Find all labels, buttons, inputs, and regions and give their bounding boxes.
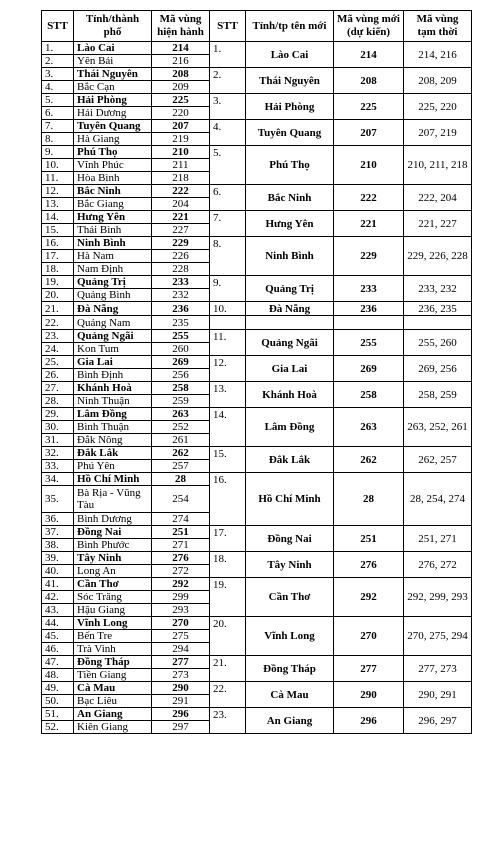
row-province: Kiên Giang: [74, 721, 152, 734]
row-stt: 37.: [42, 526, 74, 539]
header-new-name: Tỉnh/tp tên mới: [246, 11, 334, 42]
row-province: Quảng Trị: [74, 276, 152, 289]
row-stt: 46.: [42, 643, 74, 656]
table-row: [42, 617, 472, 630]
group-temp-code: 258, 259: [404, 382, 472, 408]
row-province: Vĩnh Phúc: [74, 159, 152, 172]
group-new-code: 214: [334, 42, 404, 68]
row-current-code: 222: [152, 185, 210, 198]
group-temp-code: 290, 291: [404, 682, 472, 708]
row-province: Đồng Nai: [74, 526, 152, 539]
table-body: [42, 42, 472, 734]
row-province: Sóc Trăng: [74, 591, 152, 604]
group-new-code: 258: [334, 382, 404, 408]
row-current-code: 228: [152, 263, 210, 276]
group-new-name: Vĩnh Long: [246, 617, 334, 656]
row-stt: 29.: [42, 408, 74, 421]
row-province: Hưng Yên: [74, 211, 152, 224]
group-new-name: An Giang: [246, 708, 334, 734]
row-current-code: 220: [152, 107, 210, 120]
row-province: Đồng Tháp: [74, 656, 152, 669]
row-stt: 35.: [42, 486, 74, 513]
table-row: [42, 356, 472, 369]
table-row: [42, 68, 472, 81]
row-stt: 23.: [42, 330, 74, 343]
row-stt: 4.: [42, 81, 74, 94]
row-province: Bình Định: [74, 369, 152, 382]
row-current-code: 294: [152, 643, 210, 656]
group-new-name: Khánh Hoà: [246, 382, 334, 408]
table-row: [42, 682, 472, 695]
row-current-code: 229: [152, 237, 210, 250]
row-stt: 51.: [42, 708, 74, 721]
row-province: Phú Yên: [74, 460, 152, 473]
row-current-code: 274: [152, 513, 210, 526]
group-new-name: Hồ Chí Minh: [246, 473, 334, 526]
row-current-code: 256: [152, 369, 210, 382]
row-current-code: 252: [152, 421, 210, 434]
group-new-code: 296: [334, 708, 404, 734]
group-temp-code: 214, 216: [404, 42, 472, 68]
row-province: Yên Bái: [74, 55, 152, 68]
row-stt: 20.: [42, 289, 74, 302]
row-stt: 15.: [42, 224, 74, 237]
row-current-code: 208: [152, 68, 210, 81]
row-province: Gia Lai: [74, 356, 152, 369]
group-stt: 10.: [210, 302, 246, 316]
group-stt: 15.: [210, 447, 246, 473]
row-province: Hồ Chí Minh: [74, 473, 152, 486]
group-temp-code: 236, 235: [404, 302, 472, 316]
group-temp-code: 229, 226, 228: [404, 237, 472, 276]
row-province: Quảng Bình: [74, 289, 152, 302]
row-stt: 49.: [42, 682, 74, 695]
row-stt: 14.: [42, 211, 74, 224]
group-stt: 8.: [210, 237, 246, 276]
row-stt: 44.: [42, 617, 74, 630]
row-stt: 11.: [42, 172, 74, 185]
row-stt: 32.: [42, 447, 74, 460]
row-current-code: 251: [152, 526, 210, 539]
group-temp-code: 233, 232: [404, 276, 472, 302]
row-current-code: 209: [152, 81, 210, 94]
row-stt: 5.: [42, 94, 74, 107]
row-current-code: 216: [152, 55, 210, 68]
row-current-code: 296: [152, 708, 210, 721]
group-temp-code: 221, 227: [404, 211, 472, 237]
group-temp-code: 296, 297: [404, 708, 472, 734]
row-province: Đắk Lắk: [74, 447, 152, 460]
row-province: Bình Phước: [74, 539, 152, 552]
row-current-code: 218: [152, 172, 210, 185]
group-stt: 6.: [210, 185, 246, 211]
row-province: Cà Mau: [74, 682, 152, 695]
row-stt: 26.: [42, 369, 74, 382]
table-row: [42, 146, 472, 159]
row-province: Tây Ninh: [74, 552, 152, 565]
row-stt: 52.: [42, 721, 74, 734]
row-current-code: 227: [152, 224, 210, 237]
row-province: Bạc Liêu: [74, 695, 152, 708]
row-stt: 41.: [42, 578, 74, 591]
row-province: An Giang: [74, 708, 152, 721]
row-current-code: 254: [152, 486, 210, 513]
row-stt: 22.: [42, 316, 74, 330]
row-current-code: 269: [152, 356, 210, 369]
table-row: [42, 120, 472, 133]
row-province: Bến Tre: [74, 630, 152, 643]
row-stt: 7.: [42, 120, 74, 133]
group-temp-code: 270, 275, 294: [404, 617, 472, 656]
group-stt: 14.: [210, 408, 246, 447]
row-current-code: 262: [152, 447, 210, 460]
row-current-code: 293: [152, 604, 210, 617]
row-province: Bà Rịa - Vũng Tàu: [74, 486, 152, 513]
row-stt: 19.: [42, 276, 74, 289]
row-stt: 45.: [42, 630, 74, 643]
row-current-code: 261: [152, 434, 210, 447]
row-current-code: 259: [152, 395, 210, 408]
row-current-code: 219: [152, 133, 210, 146]
row-current-code: 225: [152, 94, 210, 107]
row-current-code: 255: [152, 330, 210, 343]
table-row: [42, 330, 472, 343]
group-new-code: 225: [334, 94, 404, 120]
row-stt: 21.: [42, 302, 74, 316]
row-stt: 17.: [42, 250, 74, 263]
table-row: [42, 211, 472, 224]
row-current-code: 204: [152, 198, 210, 211]
header-stt-new: STT: [210, 11, 246, 42]
group-temp-code: 207, 219: [404, 120, 472, 146]
row-province: Bình Thuận: [74, 421, 152, 434]
row-current-code: 273: [152, 669, 210, 682]
row-current-code: 292: [152, 578, 210, 591]
group-new-code: 290: [334, 682, 404, 708]
group-new-code: 222: [334, 185, 404, 211]
row-current-code: 210: [152, 146, 210, 159]
row-current-code: 214: [152, 42, 210, 55]
group-new-name: Tuyên Quang: [246, 120, 334, 146]
group-stt: [210, 316, 246, 330]
row-province: Thái Nguyên: [74, 68, 152, 81]
row-current-code: 276: [152, 552, 210, 565]
group-new-name: Đắk Lắk: [246, 447, 334, 473]
row-stt: 3.: [42, 68, 74, 81]
row-province: Trà Vinh: [74, 643, 152, 656]
group-new-code: 251: [334, 526, 404, 552]
row-current-code: 271: [152, 539, 210, 552]
row-province: Hải Dương: [74, 107, 152, 120]
row-province: Hải Phòng: [74, 94, 152, 107]
row-province: Vĩnh Long: [74, 617, 152, 630]
row-stt: 39.: [42, 552, 74, 565]
row-stt: 13.: [42, 198, 74, 211]
group-new-code: [334, 316, 404, 330]
row-current-code: 297: [152, 721, 210, 734]
group-temp-code: 276, 272: [404, 552, 472, 578]
row-province: Ninh Bình: [74, 237, 152, 250]
row-province: Ninh Thuận: [74, 395, 152, 408]
table-row: [42, 42, 472, 55]
group-stt: 17.: [210, 526, 246, 552]
row-stt: 50.: [42, 695, 74, 708]
row-current-code: 226: [152, 250, 210, 263]
group-temp-code: 222, 204: [404, 185, 472, 211]
table-row: [42, 708, 472, 721]
row-province: Hà Nam: [74, 250, 152, 263]
group-new-code: 263: [334, 408, 404, 447]
group-new-name: Quảng Trị: [246, 276, 334, 302]
row-stt: 30.: [42, 421, 74, 434]
group-temp-code: 292, 299, 293: [404, 578, 472, 617]
group-new-name: Đồng Nai: [246, 526, 334, 552]
group-new-name: Thái Nguyên: [246, 68, 334, 94]
row-stt: 47.: [42, 656, 74, 669]
group-new-code: 229: [334, 237, 404, 276]
row-stt: 10.: [42, 159, 74, 172]
row-province: Đà Nẵng: [74, 302, 152, 316]
table-row: [42, 552, 472, 565]
row-province: Hậu Giang: [74, 604, 152, 617]
row-current-code: 221: [152, 211, 210, 224]
row-province: Thái Bình: [74, 224, 152, 237]
group-new-name: Lào Cai: [246, 42, 334, 68]
group-new-code: 270: [334, 617, 404, 656]
table-row: [42, 302, 472, 316]
row-province: Phú Thọ: [74, 146, 152, 159]
table-row: [42, 276, 472, 289]
row-current-code: 28: [152, 473, 210, 486]
row-current-code: 277: [152, 656, 210, 669]
group-stt: 7.: [210, 211, 246, 237]
row-stt: 18.: [42, 263, 74, 276]
row-stt: 2.: [42, 55, 74, 68]
group-stt: 11.: [210, 330, 246, 356]
area-code-table: [41, 10, 472, 734]
row-current-code: 270: [152, 617, 210, 630]
row-province: Cần Thơ: [74, 578, 152, 591]
group-stt: 4.: [210, 120, 246, 146]
group-temp-code: 262, 257: [404, 447, 472, 473]
row-province: Khánh Hoà: [74, 382, 152, 395]
row-stt: 9.: [42, 146, 74, 159]
row-province: Quảng Nam: [74, 316, 152, 330]
row-province: Kon Tum: [74, 343, 152, 356]
row-current-code: 258: [152, 382, 210, 395]
row-stt: 43.: [42, 604, 74, 617]
group-stt: 2.: [210, 68, 246, 94]
group-stt: 5.: [210, 146, 246, 185]
header-stt-old: STT: [42, 11, 74, 42]
row-province: Lâm Đồng: [74, 408, 152, 421]
group-temp-code: 269, 256: [404, 356, 472, 382]
row-province: Quảng Ngãi: [74, 330, 152, 343]
table-row: [42, 578, 472, 591]
row-current-code: 233: [152, 276, 210, 289]
group-stt: 21.: [210, 656, 246, 682]
table-row: [42, 408, 472, 421]
row-province: Nam Định: [74, 263, 152, 276]
row-stt: 12.: [42, 185, 74, 198]
group-temp-code: 210, 211, 218: [404, 146, 472, 185]
group-stt: 12.: [210, 356, 246, 382]
group-new-code: 269: [334, 356, 404, 382]
group-new-code: 207: [334, 120, 404, 146]
row-stt: 38.: [42, 539, 74, 552]
row-current-code: 257: [152, 460, 210, 473]
row-province: Lào Cai: [74, 42, 152, 55]
group-stt: 16.: [210, 473, 246, 526]
header-temp-code: Mã vùng tạm thời: [404, 11, 472, 42]
table-row: [42, 656, 472, 669]
group-stt: 20.: [210, 617, 246, 656]
group-new-code: 210: [334, 146, 404, 185]
row-current-code: 207: [152, 120, 210, 133]
group-new-name: Phú Thọ: [246, 146, 334, 185]
group-temp-code: 28, 254, 274: [404, 473, 472, 526]
group-new-name: Đồng Tháp: [246, 656, 334, 682]
row-stt: 36.: [42, 513, 74, 526]
row-stt: 1.: [42, 42, 74, 55]
group-temp-code: 225, 220: [404, 94, 472, 120]
row-stt: 34.: [42, 473, 74, 486]
group-new-name: [246, 316, 334, 330]
row-current-code: 236: [152, 302, 210, 316]
row-current-code: 291: [152, 695, 210, 708]
group-new-code: 276: [334, 552, 404, 578]
row-stt: 6.: [42, 107, 74, 120]
group-temp-code: 263, 252, 261: [404, 408, 472, 447]
row-current-code: 235: [152, 316, 210, 330]
group-new-code: 28: [334, 473, 404, 526]
group-stt: 19.: [210, 578, 246, 617]
row-province: Đắk Nông: [74, 434, 152, 447]
row-province: Tuyên Quang: [74, 120, 152, 133]
table-row: [42, 473, 472, 486]
group-new-code: 208: [334, 68, 404, 94]
group-stt: 13.: [210, 382, 246, 408]
row-province: Hà Giang: [74, 133, 152, 146]
group-new-name: Gia Lai: [246, 356, 334, 382]
group-new-name: Tây Ninh: [246, 552, 334, 578]
row-current-code: 211: [152, 159, 210, 172]
group-stt: 22.: [210, 682, 246, 708]
group-new-name: Đà Nẵng: [246, 302, 334, 316]
row-stt: 25.: [42, 356, 74, 369]
group-new-code: 221: [334, 211, 404, 237]
row-stt: 31.: [42, 434, 74, 447]
table-row: [42, 526, 472, 539]
table-row: [42, 94, 472, 107]
row-current-code: 290: [152, 682, 210, 695]
table-row: [42, 316, 472, 330]
row-current-code: 260: [152, 343, 210, 356]
row-current-code: 232: [152, 289, 210, 302]
group-new-name: Lâm Đồng: [246, 408, 334, 447]
row-province: Hòa Bình: [74, 172, 152, 185]
row-current-code: 263: [152, 408, 210, 421]
row-province: Bình Dương: [74, 513, 152, 526]
table-row: [42, 447, 472, 460]
row-province: Bắc Ninh: [74, 185, 152, 198]
table-row: [42, 237, 472, 250]
group-new-code: 233: [334, 276, 404, 302]
header-row: [42, 11, 472, 42]
row-province: Bắc Giang: [74, 198, 152, 211]
header-province: Tỉnh/thành phố: [74, 11, 152, 42]
group-new-code: 236: [334, 302, 404, 316]
row-stt: 40.: [42, 565, 74, 578]
group-stt: 18.: [210, 552, 246, 578]
table-row: [42, 185, 472, 198]
header-current-code: Mã vùng hiện hành: [152, 11, 210, 42]
group-new-code: 255: [334, 330, 404, 356]
row-stt: 27.: [42, 382, 74, 395]
group-temp-code: 277, 273: [404, 656, 472, 682]
row-stt: 33.: [42, 460, 74, 473]
group-new-code: 262: [334, 447, 404, 473]
row-stt: 28.: [42, 395, 74, 408]
group-new-name: Quảng Ngãi: [246, 330, 334, 356]
group-new-name: Ninh Bình: [246, 237, 334, 276]
group-stt: 1.: [210, 42, 246, 68]
group-new-code: 292: [334, 578, 404, 617]
group-new-name: Cà Mau: [246, 682, 334, 708]
table-row: [42, 382, 472, 395]
group-new-name: Cần Thơ: [246, 578, 334, 617]
group-temp-code: [404, 316, 472, 330]
row-stt: 48.: [42, 669, 74, 682]
row-current-code: 299: [152, 591, 210, 604]
row-current-code: 272: [152, 565, 210, 578]
group-new-code: 277: [334, 656, 404, 682]
group-temp-code: 255, 260: [404, 330, 472, 356]
group-temp-code: 251, 271: [404, 526, 472, 552]
row-stt: 24.: [42, 343, 74, 356]
row-province: Bắc Cạn: [74, 81, 152, 94]
group-temp-code: 208, 209: [404, 68, 472, 94]
row-stt: 42.: [42, 591, 74, 604]
group-stt: 23.: [210, 708, 246, 734]
group-new-name: Hưng Yên: [246, 211, 334, 237]
header-new-code: Mã vùng mới (dự kiến): [334, 11, 404, 42]
row-stt: 16.: [42, 237, 74, 250]
group-stt: 9.: [210, 276, 246, 302]
group-new-name: Hải Phòng: [246, 94, 334, 120]
row-province: Tiền Giang: [74, 669, 152, 682]
row-stt: 8.: [42, 133, 74, 146]
row-province: Long An: [74, 565, 152, 578]
group-stt: 3.: [210, 94, 246, 120]
row-current-code: 275: [152, 630, 210, 643]
group-new-name: Bắc Ninh: [246, 185, 334, 211]
